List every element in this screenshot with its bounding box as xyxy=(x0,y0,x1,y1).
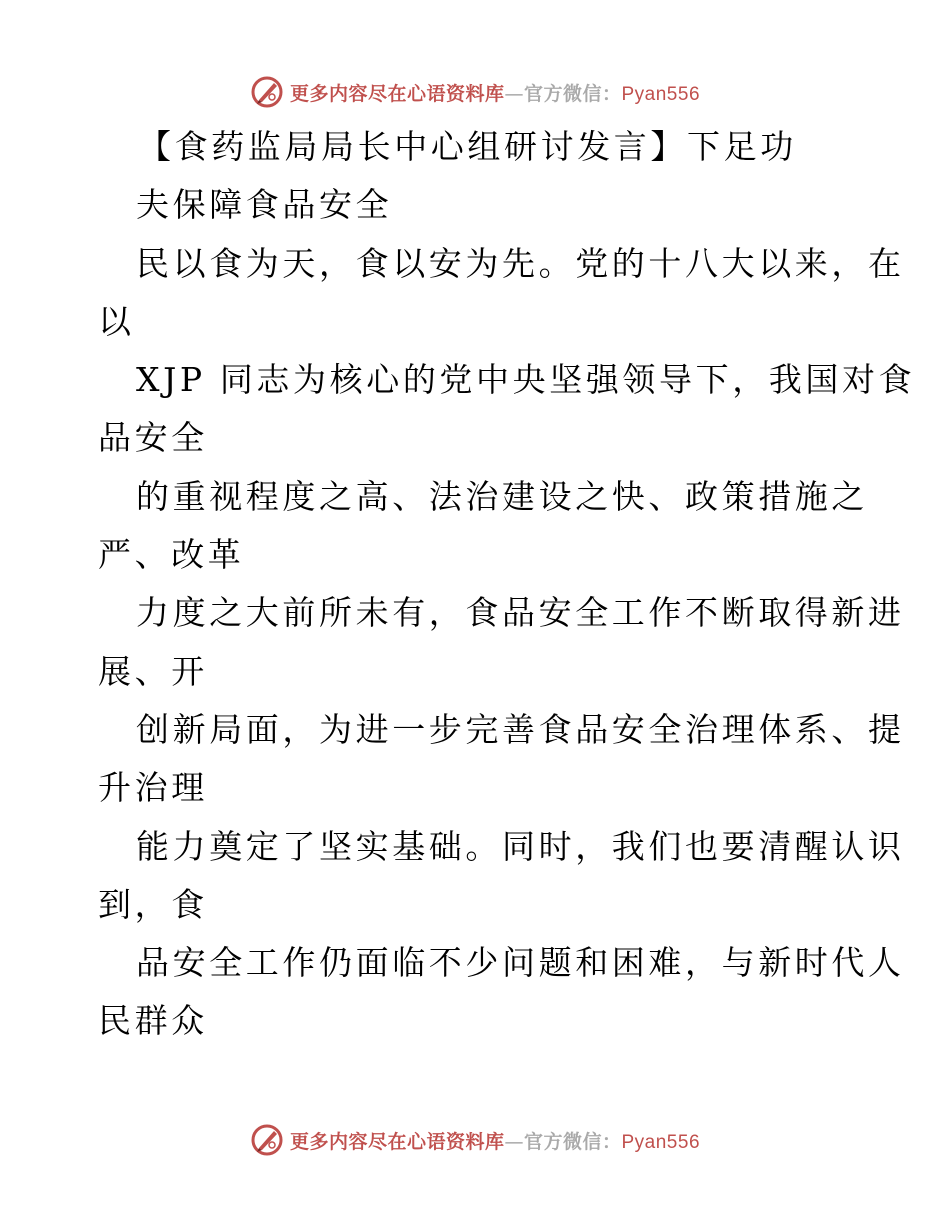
document-body xyxy=(98,118,916,1051)
text-line: 品安全工作仍面临不少问题和困难，与新时代人 xyxy=(136,943,905,983)
watermark-group xyxy=(250,1123,700,1157)
text-line: 的重视程度之高、法治建设之快、政策措施之 xyxy=(136,476,868,516)
text-line: 品安全 xyxy=(98,418,208,458)
quill-logo-icon xyxy=(250,75,284,109)
footer-watermark xyxy=(0,1118,950,1162)
watermark-group xyxy=(250,75,700,109)
watermark-text xyxy=(290,1127,700,1154)
text-line: 严、改革 xyxy=(98,535,245,575)
text-line: 创新局面，为进一步完善食品安全治理体系、提 xyxy=(136,709,905,749)
text-line: 民群众 xyxy=(98,1001,208,1041)
document-title-line-1: 【食药监局局长中心组研讨发言】下足功 xyxy=(138,127,797,166)
watermark-site: 更多内容尽在心语资料库 xyxy=(289,82,505,105)
watermark-site: 更多内容尽在心语资料库 xyxy=(289,1130,505,1153)
document-title-line-2: 夫保障食品安全 xyxy=(136,185,393,225)
text-line: 民以食为天，食以安为先。党的十八大以来，在 xyxy=(136,243,905,283)
text-line: 能力奠定了坚实基础。同时，我们也要清醒认识 xyxy=(136,826,905,866)
text-line: 力度之大前所未有，食品安全工作不断取得新进 xyxy=(136,593,905,633)
header-watermark xyxy=(0,70,950,114)
text-line: 展、开 xyxy=(98,651,208,691)
text-line: 到，食 xyxy=(98,884,208,924)
watermark-text xyxy=(290,79,700,106)
text-line: XJP 同志为核心的党中央坚强领导下，我国对食 xyxy=(136,360,916,400)
watermark-dash: — xyxy=(504,1130,524,1153)
text-line: 以 xyxy=(98,301,135,341)
quill-logo-icon xyxy=(250,1123,284,1157)
watermark-wechat-label: 官方微信： xyxy=(523,82,622,105)
watermark-wechat-id: Pyan556 xyxy=(621,1131,701,1153)
watermark-dash: — xyxy=(504,82,524,105)
text-line: 升治理 xyxy=(98,768,208,808)
watermark-wechat-label: 官方微信： xyxy=(523,1130,622,1153)
watermark-wechat-id: Pyan556 xyxy=(621,83,701,105)
